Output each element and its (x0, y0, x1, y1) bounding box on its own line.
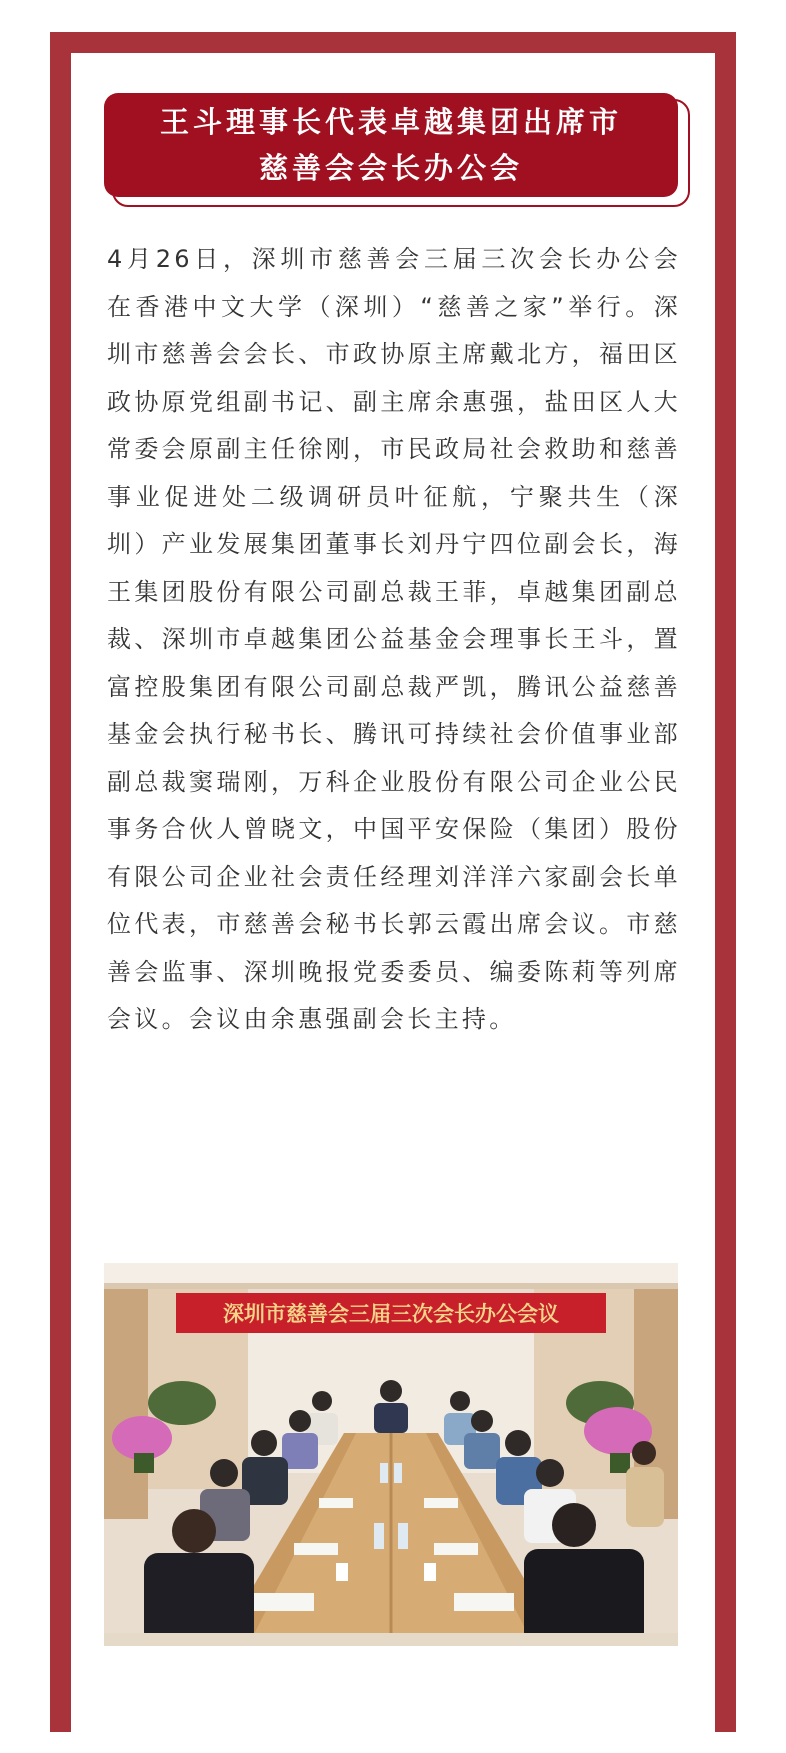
meeting-photo (104, 1263, 678, 1646)
article-title-line-1: 王斗理事长代表卓越集团出席市 (159, 105, 622, 139)
title-box (104, 93, 678, 197)
title-block (104, 93, 688, 205)
banner-text: 深圳市慈善会三届三次会长办公会议 (223, 1302, 559, 1326)
article-container (71, 53, 715, 1753)
meeting-photo-illustration (104, 1263, 678, 1646)
page-border-frame (50, 32, 736, 1732)
article-title-line-2: 慈善会会长办公会 (258, 151, 523, 185)
article-body: 4月26日，深圳市慈善会三届三次会长办公会在香港中文大学（深圳）“慈善之家”举行。深圳市慈善会会长、市政协原主席戴北方，福田区政协原党组副书记、副主席余惠强，盐田区人大常委会原副主任徐刚，市民政局社会救助和慈善事业促进处二级调研员叶征航，宁聚共生（深圳）产业发展集团董事长刘丹宁四位副会长，海王集团股份有限公司副总裁王菲，卓越集团副总裁、深圳市卓越集团公益基金会理事长王斗，置富控股集团有限公司副总裁严凯，腾讯公益慈善基金会执行秘书长、腾讯可持续社会价值事业部副总裁窦瑞刚，万科企业股份有限公司企业公民事务合伙人曾晓文，中国平安保险（集团）股份有限公司企业社会责任经理刘洋洋六家副会长单位代表，市慈善会秘书长郭云霞出席会议。市慈善会监事、深圳晚报党委委员、编委陈莉等列席会议。会议由余惠强副会长主持。 (107, 245, 681, 1033)
